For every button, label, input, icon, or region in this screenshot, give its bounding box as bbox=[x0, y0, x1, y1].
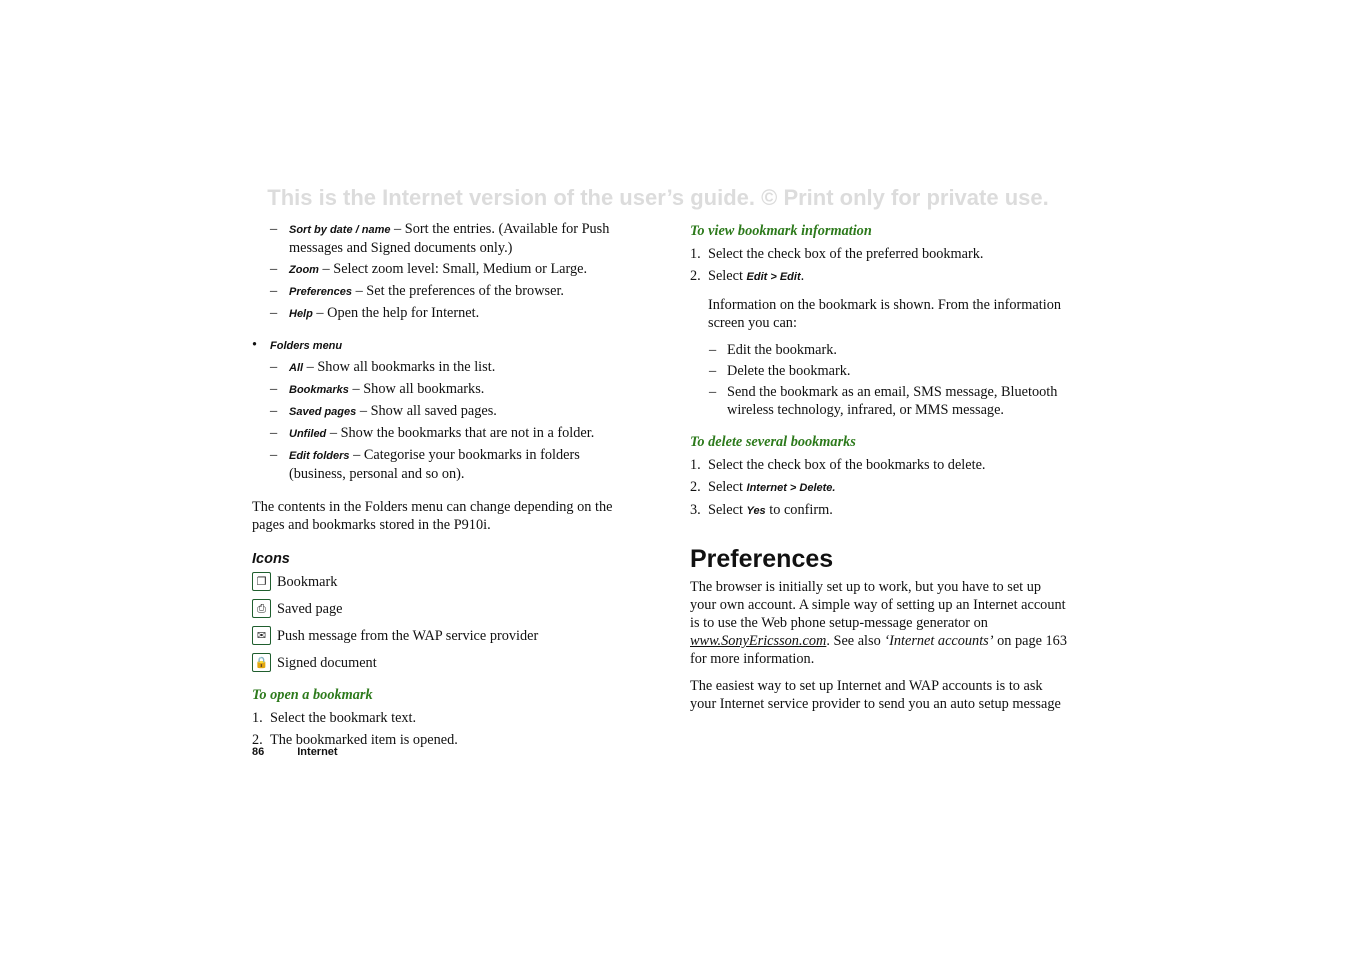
saved-page-icon: ⎙ bbox=[252, 599, 271, 618]
list-item: – Sort by date / name – Sort the entries. (Available for Push messages and Signed documents only.) bbox=[252, 220, 632, 257]
list-item: – Delete the bookmark. bbox=[690, 362, 1070, 380]
icons-list bbox=[252, 568, 632, 676]
list-item: – Preferences – Set the preferences of the browser. bbox=[252, 282, 632, 301]
step: 1. Select the check box of the bookmarks to delete. bbox=[690, 457, 986, 473]
view-info-heading: To view bookmark information bbox=[690, 223, 872, 239]
list-item: – All – Show all bookmarks in the list. bbox=[252, 358, 632, 377]
list-item: – Edit folders – Categorise your bookmarks in folders (business, personal and so on). bbox=[252, 446, 632, 483]
preferences-paragraph: The browser is initially set up to work, but you have to set up your own account. A simple way of setting up an Internet account is to use the Web phone setup-message generator on www.SonyEricsson.com. See also ‘Internet accounts’ on page 163 for more information. bbox=[690, 579, 1067, 667]
list-item: – Zoom – Select zoom level: Small, Medium or Large. bbox=[252, 260, 632, 279]
internet-accounts-ref: ‘Internet accounts’ bbox=[884, 633, 994, 649]
step: 2. The bookmarked item is opened. bbox=[252, 732, 458, 748]
icon-row: ❐ Bookmark bbox=[252, 568, 632, 595]
view-menu-list bbox=[252, 220, 632, 323]
push-message-icon: ✉ bbox=[252, 626, 271, 645]
list-item: – Saved pages – Show all saved pages. bbox=[252, 402, 632, 421]
signed-document-icon: 🔒 bbox=[252, 653, 271, 672]
open-bookmark-heading: To open a bookmark bbox=[252, 687, 373, 703]
folders-menu-bullet: • Folders menu bbox=[252, 336, 632, 355]
icons-heading: Icons bbox=[252, 551, 290, 567]
list-item: – Edit the bookmark. bbox=[690, 341, 1070, 359]
watermark: This is the Internet version of the user’s guide. © Print only for private use. bbox=[267, 185, 1049, 210]
folders-note: The contents in the Folders menu can change depending on the pages and bookmarks stored in the P910i. bbox=[252, 499, 613, 533]
step: 2. Select Edit > Edit. bbox=[690, 268, 805, 284]
step: 1. Select the bookmark text. bbox=[252, 710, 417, 726]
list-item: – Bookmarks – Show all bookmarks. bbox=[252, 380, 632, 399]
folders-menu-list bbox=[252, 358, 632, 483]
step: 3. Select Yes to confirm. bbox=[690, 502, 833, 518]
icon-row: 🔒 Signed document bbox=[252, 649, 632, 676]
step: 1. Select the check box of the preferred bookmark. bbox=[690, 246, 984, 262]
left-column bbox=[252, 220, 632, 753]
icon-row: ⎙ Saved page bbox=[252, 595, 632, 622]
preferences-title: Preferences bbox=[690, 545, 834, 573]
page-number: 86 bbox=[252, 746, 265, 758]
step: 2. Select Internet > Delete. bbox=[690, 479, 836, 495]
delete-bookmarks-heading: To delete several bookmarks bbox=[690, 434, 856, 450]
section-name: Internet bbox=[297, 746, 338, 758]
info-paragraph: Information on the bookmark is shown. From the information screen you can: bbox=[708, 297, 1062, 331]
bookmark-icon: ❐ bbox=[252, 572, 271, 591]
preferences-paragraph-2: The easiest way to set up Internet and WAP accounts is to ask your Internet service provider to send you an auto setup message bbox=[690, 678, 1061, 712]
sonyericsson-link[interactable]: www.SonyEricsson.com bbox=[690, 633, 827, 649]
right-column bbox=[690, 220, 1070, 722]
page-footer bbox=[252, 746, 338, 758]
list-item: – Help – Open the help for Internet. bbox=[252, 304, 632, 323]
icon-row: ✉ Push message from the WAP service provider bbox=[252, 622, 632, 649]
list-item: – Send the bookmark as an email, SMS message, Bluetooth wireless technology, infrared, or MMS message. bbox=[690, 383, 1070, 419]
list-item: – Unfiled – Show the bookmarks that are not in a folder. bbox=[252, 424, 632, 443]
